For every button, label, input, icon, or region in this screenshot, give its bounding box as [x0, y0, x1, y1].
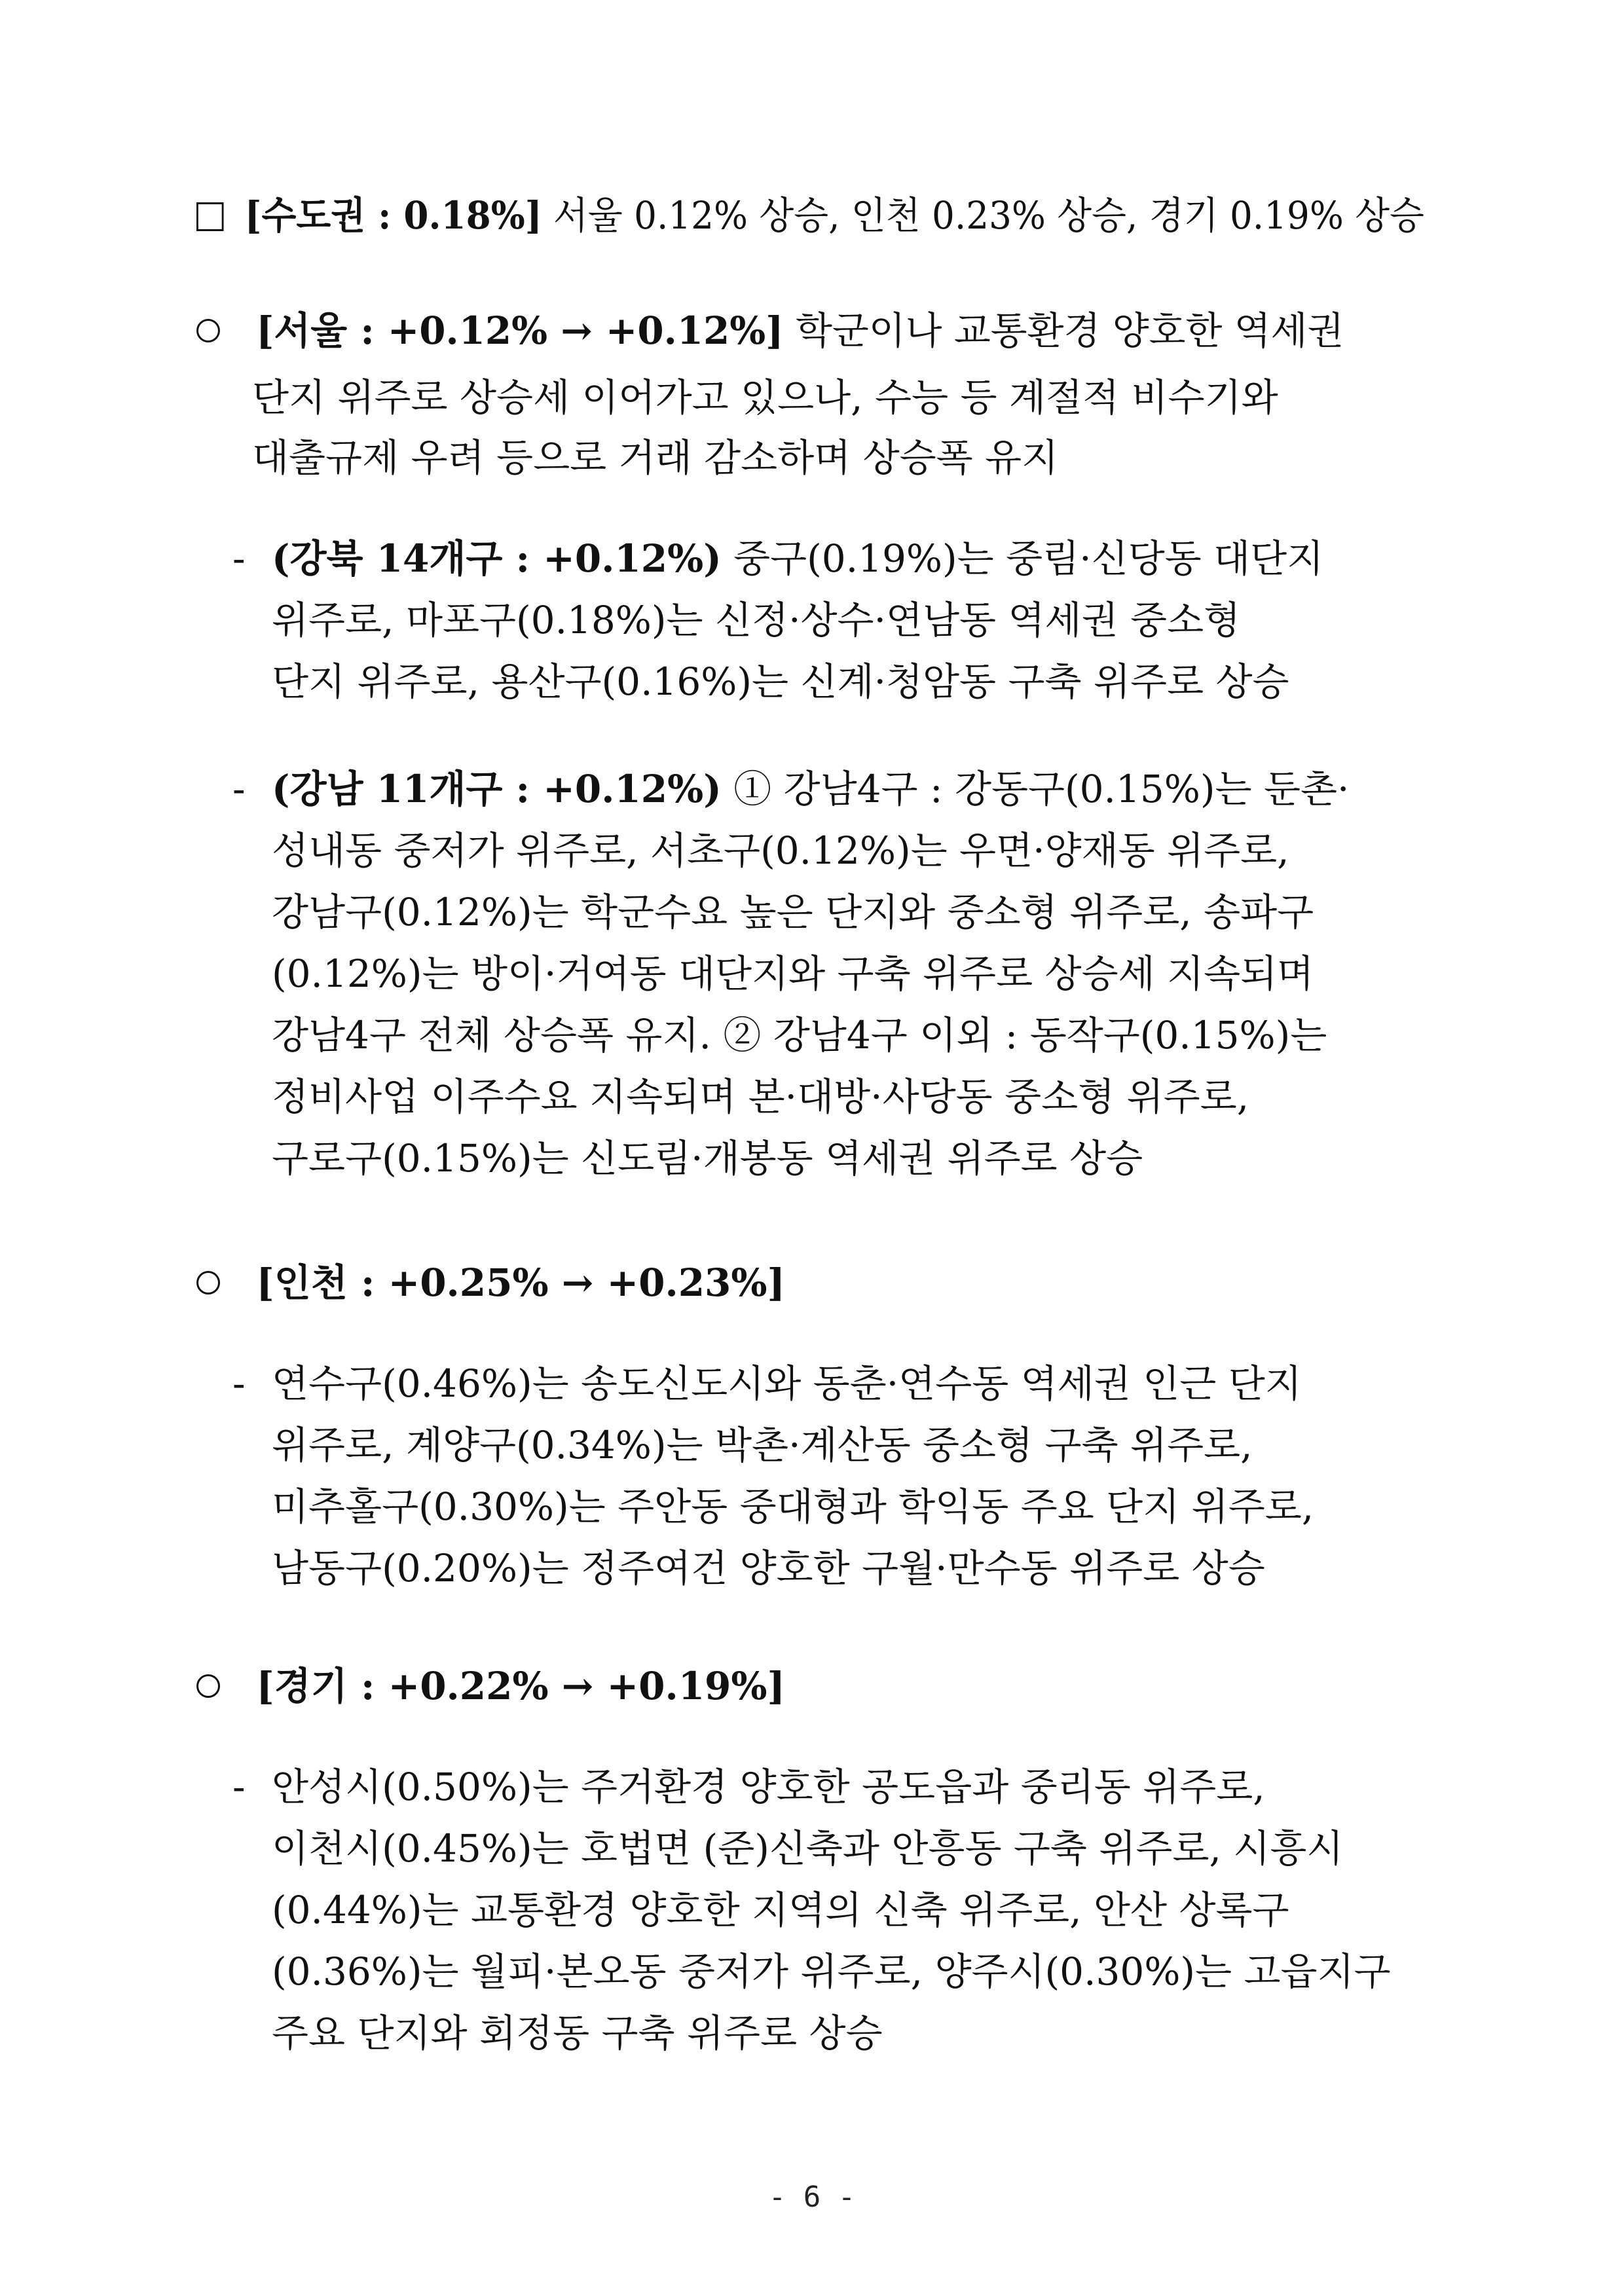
gyeonggi-text-2: 이천시(0.45%)는 호법면 (준)신축과 안흥동 구축 위주로, 시흥시: [272, 1826, 1344, 1871]
dash-bullet-icon: -: [232, 767, 246, 811]
dash-bullet-icon: -: [232, 536, 246, 581]
gyeonggi-text-3: (0.44%)는 교통환경 양호한 지역의 신축 위주로, 안산 상록구: [272, 1888, 1289, 1932]
gangnam-line-1: [272, 760, 1350, 818]
gangbuk-header: (강북 14개구 : +0.12%): [272, 536, 722, 581]
gangnam-header: (강남 11개구 : +0.12%): [272, 767, 722, 811]
gangnam-line-6: [272, 1067, 1249, 1126]
gangnam-line-2: [272, 821, 1289, 880]
gyeonggi-line-1: [272, 1757, 1265, 1816]
incheon-header-line: [196, 1253, 785, 1312]
gyeonggi-text-4: (0.36%)는 월피·본오동 중저가 위주로, 양주시(0.30%)는 고읍지구: [272, 1949, 1391, 1994]
seoul-text-3: 대출규제 우려 등으로 거래 감소하며 상승폭 유지: [252, 435, 1059, 480]
gangnam-line-5: [272, 1006, 1327, 1065]
incheon-header: [인천 : +0.25% → +0.23%]: [256, 1260, 785, 1305]
gangnam-line-7: [272, 1129, 1143, 1188]
incheon-text-1: 연수구(0.46%)는 송도신도시와 동춘·연수동 역세권 인근 단지: [272, 1361, 1302, 1406]
seoul-line-2: [252, 368, 1278, 427]
checkbox-square-icon: [196, 202, 224, 231]
circle-bullet-icon: [196, 319, 220, 342]
incheon-text-4: 남동구(0.20%)는 정주여건 양호한 구월·만수동 위주로 상승: [272, 1546, 1265, 1590]
gyeonggi-line-2: [272, 1819, 1343, 1878]
gangbuk-text-1: 중구(0.19%)는 중림·신당동 대단지: [721, 536, 1324, 581]
incheon-text-2: 위주로, 계양구(0.34%)는 박촌·계산동 중소형 구축 위주로,: [272, 1423, 1253, 1467]
gyeonggi-header: [경기 : +0.22% → +0.19%]: [256, 1664, 785, 1708]
gangbuk-line-1: [272, 529, 1323, 588]
gyeonggi-text-1: 안성시(0.50%)는 주거환경 양호한 공도읍과 중리동 위주로,: [272, 1765, 1265, 1809]
gangnam-line-4: [272, 944, 1314, 1003]
circle-bullet-icon: [196, 1674, 220, 1698]
gangnam-text-5: 강남4구 전체 상승폭 유지. ② 강남4구 이외 : 동작구(0.15%)는: [272, 1013, 1327, 1057]
section-line: [196, 186, 1424, 245]
gangbuk-line-2: [272, 591, 1240, 650]
circle-bullet-icon: [196, 1271, 220, 1294]
dash-bullet-icon: -: [232, 1765, 246, 1809]
incheon-line-3: [272, 1477, 1314, 1536]
gyeonggi-header-line: [196, 1657, 785, 1716]
gangbuk-text-2: 위주로, 마포구(0.18%)는 신정·상수·연남동 역세권 중소형: [272, 598, 1241, 642]
gangnam-text-4: (0.12%)는 방이·거여동 대단지와 구축 위주로 상승세 지속되며: [272, 951, 1314, 996]
incheon-line-2: [272, 1416, 1253, 1475]
dash-bullet-icon: -: [232, 1361, 246, 1406]
gyeonggi-line-3: [272, 1881, 1289, 1939]
gyeonggi-line-5: [272, 2004, 883, 2063]
section-header: [수도권 : 0.18%]: [244, 193, 542, 238]
gangnam-text-3: 강남구(0.12%)는 학군수요 높은 단지와 중소형 위주로, 송파구: [272, 890, 1314, 934]
gangnam-text-6: 정비사업 이주수요 지속되며 본·대방·사당동 중소형 위주로,: [272, 1074, 1249, 1119]
seoul-header: [서울 : +0.12% → +0.12%]: [256, 308, 784, 353]
seoul-text-1: 학군이나 교통환경 양호한 역세권: [783, 308, 1344, 353]
gyeonggi-line-4: [272, 1942, 1391, 2001]
gangbuk-line-3: [272, 652, 1289, 711]
gangbuk-text-3: 단지 위주로, 용산구(0.16%)는 신계·청암동 구축 위주로 상승: [272, 659, 1289, 704]
seoul-line-3: [252, 428, 1058, 487]
gangnam-line-3: [272, 883, 1314, 942]
incheon-line-4: [272, 1539, 1265, 1598]
gangnam-text-2: 성내동 중저가 위주로, 서초구(0.12%)는 우면·양재동 위주로,: [272, 828, 1289, 873]
gyeonggi-text-5: 주요 단지와 회정동 구축 위주로 상승: [272, 2011, 883, 2055]
gangnam-text-7: 구로구(0.15%)는 신도림·개봉동 역세권 위주로 상승: [272, 1136, 1143, 1181]
seoul-text-2: 단지 위주로 상승세 이어가고 있으나, 수능 등 계절적 비수기와: [252, 375, 1278, 420]
gangnam-text-1: ① 강남4구 : 강동구(0.15%)는 둔촌·: [721, 767, 1350, 811]
section-summary: 서울 0.12% 상승, 인천 0.23% 상승, 경기 0.19% 상승: [542, 193, 1424, 238]
incheon-line-1: [272, 1354, 1302, 1413]
incheon-text-3: 미추홀구(0.30%)는 주안동 중대형과 학익동 주요 단지 위주로,: [272, 1484, 1314, 1529]
page-number: - 6 -: [768, 2180, 856, 2214]
seoul-line-1: [196, 301, 1424, 360]
